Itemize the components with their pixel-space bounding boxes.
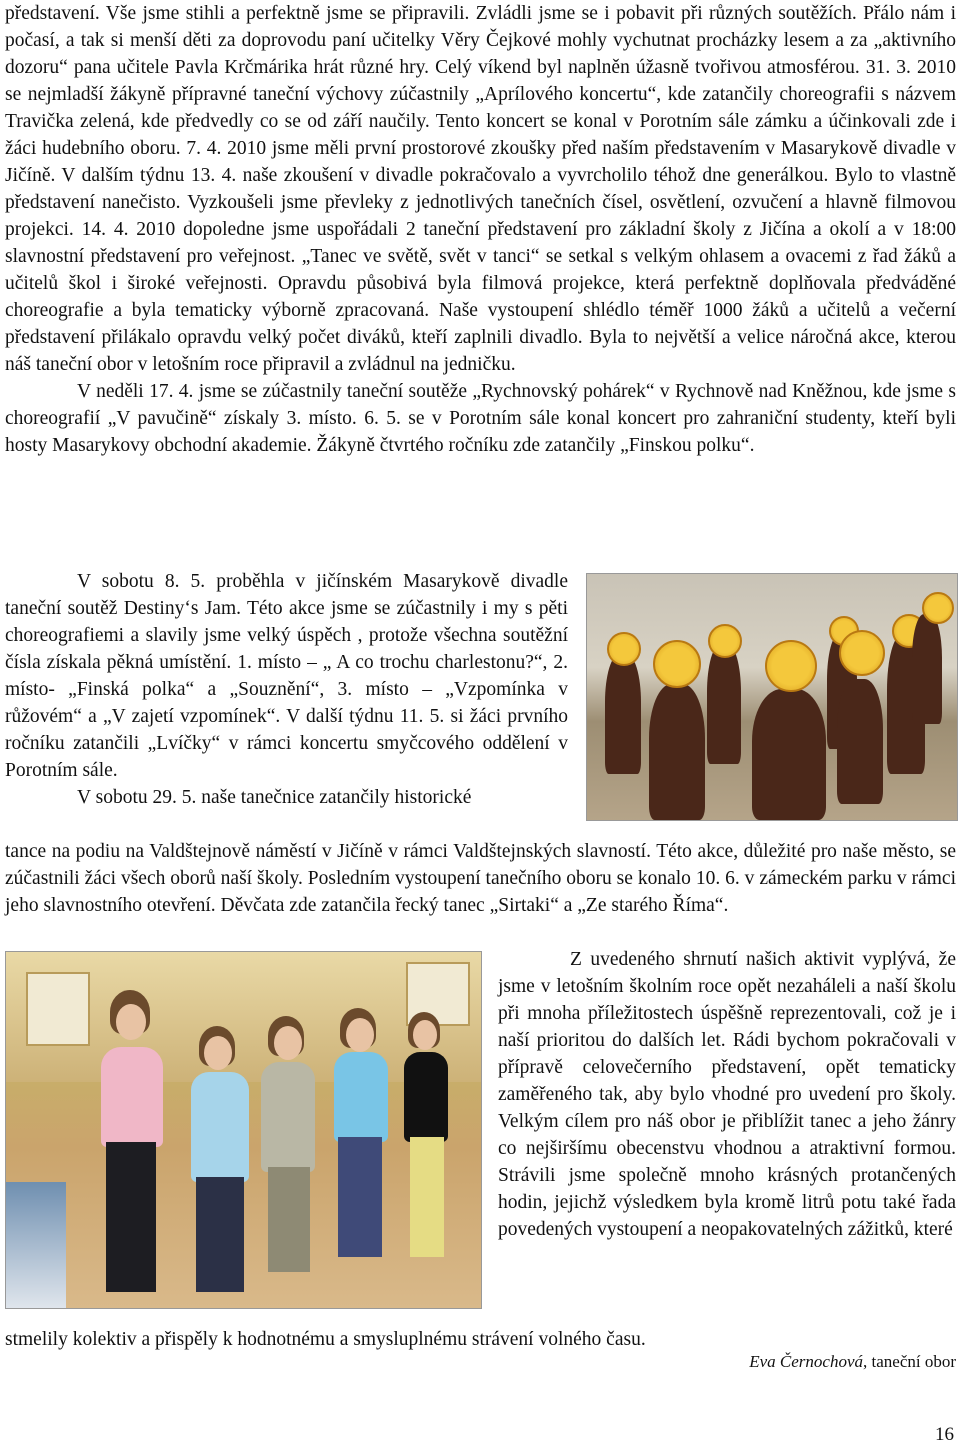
paragraph-4-rest: tance na podiu na Valdštejnově náměstí v Jičíně v rámci Valdštejnských slavností. Této akce, důležité pro naše město, se zúčastnili žáci všech oborů naší školy. Posledním vystoupení tanečního oboru se konalo 10. 6. v zámeckém parku v rámci jeho slavnostního otevření. Děvčata zde zatančila řecký tanec „Sirtaki“ a „Ze starého Říma“. <box>5 841 956 916</box>
signature-role: , taneční obor <box>863 1352 956 1371</box>
page-number: 16 <box>935 1424 954 1445</box>
article-text-beside-photo-2 <box>498 946 956 1243</box>
photo-girls-dancing-in-line <box>5 951 482 1309</box>
paragraph-1: představení. Vše jsme stihli a perfektně jsme se připravili. Zvládli jsme se i pobavit při různých soutěžích. Přálo nám i počasí, a tak si menší děti za doprovodu paní učitelky Věry Čejkové mohly vychutnat procházky lesem a za „aktivního dozoru“ pana učitele Pavla Krčmárika hrát různé hry. Celý víkend byl naplněn úžasně tvořivou atmosférou. 31. 3. 2010 se nejmladší žákyně přípravné taneční výchovy zúčastnily „Aprílového koncertu“, kde zatančily choreografii s názvem Travička zelená, kde předvedly co se od září naučily. Tento koncert se konal v Porotním sále zámku a účinkovali zde i žáci hudebního oboru. 7. 4. 2010 jsme měli první prostorové zkoušky před naším představením v Masarykově divadle v Jičíně. V dalším týdnu 13. 4. naše zkoušení v divadle pokračovalo a vyvrcholilo téhož dne generálkou. Bylo to vlastně představení nanečisto. Vyzkoušeli jsme převleky z jednotlivých tanečních čísel, osvětlení, ozvučení a hlavně filmovou projekci. 14. 4. 2010 dopoledne jsme uspořádali 2 taneční představení pro základní školy z Jičína a okolí a v 18:00 slavnostní představení pro veřejnost. „Tanec ve světě, svět v tanci“ se setkal s velkým ohlasem a ovacemi z řad žáků a učitelů škol i široké veřejnosti. Opravdu působivá byla filmová projekce, která perfektně doplňovala předváděné choreografie a byla tematicky výborně zpracovaná. Naše vystoupení shlédlo téměř 1000 žáků a učitelů a večerní představení přilákalo opravdu velký počet diváků, kteří zaplnili divadlo. Byla to největší a velice náročná akce, kterou náš taneční obor v letošním roce připravil a zvládnul na jedničku. <box>5 3 956 375</box>
article-text-top <box>5 0 956 459</box>
paragraph-4-start: V sobotu 29. 5. naše tanečnice zatančily historické <box>77 787 472 808</box>
signature <box>749 1350 956 1374</box>
paragraph-5-end: stmelily kolektiv a přispěly k hodnotnému a smysluplnému strávení volného času. <box>5 1329 646 1350</box>
paragraph-5: Z uvedeného shrnutí našich aktivit vyplývá, že jsme v letošním školním roce opět nezaháleli a naší školu při mnoha příležitostech úspěšně reprezentovali, což je i naší prioritou do dalších let. Rádi bychom pokračovali v přípravě celovečerního představení, opět tematicky zaměřeného tak, aby bylo vhodné pro uvedení pro školy. Velkým cílem pro náš obor je přiblížit tanec a jeho žánry co nejširšímu obecenstvu vhodnou a atraktivní formou. Strávili jsme společně mnoho krásných protančených hodin, jejichž výsledkem byla kromě litrů potu také řada povedených vystoupení a neopakovatelných zážitků, které <box>498 949 956 1240</box>
paragraph-2: V neděli 17. 4. jsme se zúčastnily taneční soutěže „Rychnovský pohárek“ v Rychnově nad Kněžnou, kde jsme s choreografií „V pavučině“ získaly 3. místo. 6. 5. se v Porotním sále konal koncert pro zahraniční studenty, kteří byli hosty Masarykovy obchodní akademie. Žákyně čtvrtého ročníku zde zatančily „Finskou polku“. <box>5 381 956 456</box>
article-text-closing <box>5 1326 956 1353</box>
paragraph-3: V sobotu 8. 5. proběhla v jičínském Masarykově divadle taneční soutěž Destiny‘s Jam. Této akce jsme se zúčastnily i my s pěti choreografiemi a slavily jsme velký úspěch , protože všechna soutěžní čísla získala pěkná umístění. 1. místo – „ A co trochu charlestonu?“, 2. místo- „Finská polka“ a „Souznění“, 3. místo – „Vzpomínka v růžovém“ a „V zajetí vzpomínek“. V další týdnu 11. 5. si žáci prvního ročníku zatančili „Lvíčky“ v rámci koncertu smyčcového oddělení v Porotním sále. <box>5 571 568 781</box>
photo-lion-costume-dancers <box>586 573 958 821</box>
article-text-middle <box>5 838 956 919</box>
article-text-beside-photo <box>5 568 568 811</box>
signature-author: Eva Černochová <box>749 1352 863 1371</box>
